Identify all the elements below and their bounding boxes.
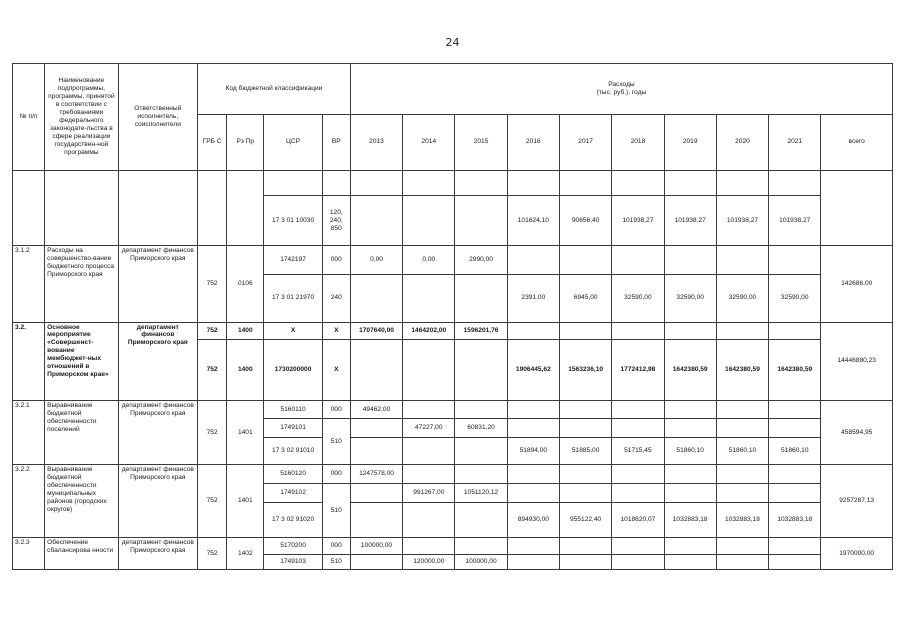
cell [716, 465, 768, 484]
cell [507, 554, 559, 569]
cont-2016: 101624,10 [507, 196, 559, 246]
value-2020: 51860,10 [716, 437, 768, 464]
cell [403, 339, 455, 400]
value-2020: 32590,00 [716, 274, 768, 322]
row-csr: 17 3 01 21970 [264, 274, 322, 322]
budget-table [12, 63, 893, 570]
header-year-2019: 2019 [664, 114, 716, 170]
cell [716, 419, 768, 437]
row-rzpr: 1400 [227, 339, 264, 400]
cell [507, 465, 559, 484]
cont-exec [118, 170, 197, 245]
cell [403, 274, 455, 322]
cell [403, 465, 455, 484]
cell [769, 322, 821, 339]
header-year-2017: 2017 [559, 114, 611, 170]
cell [612, 465, 664, 484]
row-grbs: 752 [198, 538, 227, 570]
cont-name [45, 170, 118, 245]
row-csr: 17 3 02 91010 [264, 437, 322, 464]
table-row [13, 170, 893, 195]
value-2021: 51860,10 [769, 437, 821, 464]
page-number: 24 [445, 36, 460, 49]
cell [350, 437, 402, 464]
table-row [13, 400, 893, 418]
row-grbs: 752 [198, 322, 227, 339]
cont-vr-blank [322, 170, 350, 195]
row-rzpr: 1401 [227, 465, 264, 538]
cell [612, 538, 664, 554]
row-name: Обеспечение сбалансирова нности [45, 538, 118, 570]
value-2014: 1464202,00 [403, 322, 455, 339]
row-vr: 000 [322, 400, 350, 418]
cell [350, 170, 402, 195]
value-2015: 100000,00 [455, 554, 507, 569]
value-2013: 100000,00 [350, 538, 402, 554]
row-vr: 000 [322, 538, 350, 554]
value-2020: 1642380,59 [716, 339, 768, 400]
cell [455, 170, 507, 195]
cell [403, 170, 455, 195]
cont-csr: 17 3 01 10030 [264, 196, 322, 246]
row-csr: 1749101 [264, 419, 322, 437]
value-2019: 32590,00 [664, 274, 716, 322]
header-expenses [350, 64, 892, 115]
value-2016: 2391,00 [507, 274, 559, 322]
cell [716, 400, 768, 418]
row-vr: 510 [322, 554, 350, 569]
header-grbs: ГРБ С [198, 114, 227, 170]
table-row [13, 465, 893, 484]
value-2019: 1032883,18 [664, 502, 716, 538]
header-name: Наименование подпрограммы, программы, принятой в соответствии с требованиями федерального законодате-льства в сфере реализации государствен-ной программы [45, 64, 118, 171]
cell [769, 538, 821, 554]
cell [769, 554, 821, 569]
cont-2021: 101938,27 [769, 196, 821, 246]
cell [664, 538, 716, 554]
value-2013: 1707640,00 [350, 322, 402, 339]
cell [559, 465, 611, 484]
row-csr: 5160120 [264, 465, 322, 484]
cell [350, 502, 402, 538]
cont-grbs [198, 170, 227, 245]
header-num: № п/п [13, 64, 45, 171]
cell [507, 400, 559, 418]
row-total: 458594,95 [821, 400, 893, 464]
row-csr: 17 3 02 91020 [264, 502, 322, 538]
cell [716, 484, 768, 502]
cell [350, 196, 402, 246]
row-csr: X [264, 322, 322, 339]
value-2016: 1906445,62 [507, 339, 559, 400]
header-year-2018: 2018 [612, 114, 664, 170]
row-rzpr: 1402 [227, 538, 264, 570]
cell [455, 339, 507, 400]
cell [664, 246, 716, 275]
row-name: Основное мероприятие «Совершенст-вование межбюджет-ных отношений в Приморском крае» [45, 322, 118, 400]
value-2016: 894930,00 [507, 502, 559, 538]
cell [612, 554, 664, 569]
cont-num [13, 170, 45, 245]
row-csr: 1742197 [264, 246, 322, 275]
cell [612, 484, 664, 502]
row-vr: X [322, 322, 350, 339]
header-expenses-unit: (тыс. руб.), годы [596, 88, 647, 96]
cell [455, 437, 507, 464]
cell [455, 274, 507, 322]
cell [664, 400, 716, 418]
row-csr: 5160110 [264, 400, 322, 418]
value-2015: 1051120,12 [455, 484, 507, 502]
header-total: всего [821, 114, 893, 170]
cell [664, 170, 716, 195]
row-num: 3.2.1 [13, 400, 45, 464]
cell [769, 246, 821, 275]
value-2016: 51894,00 [507, 437, 559, 464]
cont-rzpr [227, 170, 264, 245]
row-name: Выравнивание бюджетной обеспеченности муниципальных районов (городских округов) [45, 465, 118, 538]
cell [455, 400, 507, 418]
row-executor: департамент финансов Приморского края [118, 400, 197, 464]
header-vr: ВР [322, 114, 350, 170]
value-2014: 991267,00 [403, 484, 455, 502]
cont-2020: 101938,27 [716, 196, 768, 246]
row-vr: 000 [322, 465, 350, 484]
row-rzpr: 1401 [227, 400, 264, 464]
cont-2018: 101938,27 [612, 196, 664, 246]
cell [559, 419, 611, 437]
row-rzpr: 0106 [227, 246, 264, 322]
cell [507, 322, 559, 339]
value-2019: 51860,10 [664, 437, 716, 464]
row-grbs: 752 [198, 400, 227, 464]
row-total: 1970000,00 [821, 538, 893, 570]
cell [403, 437, 455, 464]
cell [455, 465, 507, 484]
cell [716, 322, 768, 339]
cell [350, 274, 402, 322]
cell [769, 170, 821, 195]
cell [769, 484, 821, 502]
cell [350, 419, 402, 437]
row-csr: 1749102 [264, 484, 322, 502]
value-2015: 2990,00 [455, 246, 507, 275]
header-year-2021: 2021 [769, 114, 821, 170]
cell [769, 465, 821, 484]
value-2015: 1596201,76 [455, 322, 507, 339]
value-2013: 49462,00 [350, 400, 402, 418]
cell [559, 484, 611, 502]
cell [507, 246, 559, 275]
row-num: 3.2.3 [13, 538, 45, 570]
header-row-top [13, 64, 893, 115]
row-csr: 1730200000 [264, 339, 322, 400]
value-2014: 0,00 [403, 246, 455, 275]
cell [716, 170, 768, 195]
row-vr: 000 [322, 246, 350, 275]
value-2018: 51715,45 [612, 437, 664, 464]
cell [559, 538, 611, 554]
header-year-2013: 2013 [350, 114, 402, 170]
row-total: 14446880,23 [821, 322, 893, 400]
cell [559, 554, 611, 569]
row-rzpr: 1400 [227, 322, 264, 339]
cell [612, 400, 664, 418]
row-vr: X [322, 339, 350, 400]
row-executor: департамент финансов Приморского края [118, 465, 197, 538]
value-2014: 47227,00 [403, 419, 455, 437]
row-num: 3.2. [13, 322, 45, 400]
row-grbs: 752 [198, 246, 227, 322]
value-2021: 1032883,18 [769, 502, 821, 538]
cell [664, 465, 716, 484]
value-2017: 51885,00 [559, 437, 611, 464]
cell [716, 554, 768, 569]
header-year-2014: 2014 [403, 114, 455, 170]
row-vr: 510 [322, 419, 350, 465]
cell [350, 554, 402, 569]
table-row [13, 322, 893, 339]
header-budget-code: Код бюджетной классификации [198, 64, 351, 115]
row-csr: 1749103 [264, 554, 322, 569]
value-2021: 32590,00 [769, 274, 821, 322]
header-year-2020: 2020 [716, 114, 768, 170]
cell [664, 484, 716, 502]
row-name: Расходы на совершенство-вание бюджетного процесса Приморского края [45, 246, 118, 322]
cell [403, 196, 455, 246]
cell [455, 196, 507, 246]
value-2017: 1563236,10 [559, 339, 611, 400]
row-vr: 240 [322, 274, 350, 322]
cell [612, 170, 664, 195]
value-2017: 6945,00 [559, 274, 611, 322]
value-2021: 1642380,59 [769, 339, 821, 400]
cell [507, 484, 559, 502]
cont-2019: 101938,27 [664, 196, 716, 246]
cont-vr: 120, 240, 850 [322, 196, 350, 246]
row-executor: департамент финансов Приморского края [118, 246, 197, 322]
cell [455, 538, 507, 554]
cell [350, 484, 402, 502]
cell [559, 322, 611, 339]
cell [612, 246, 664, 275]
cell [403, 502, 455, 538]
cell [612, 419, 664, 437]
value-2017: 955122,40 [559, 502, 611, 538]
table-row [13, 538, 893, 554]
row-num: 3.1.2 [13, 246, 45, 322]
cell [559, 170, 611, 195]
cell [664, 554, 716, 569]
header-year-2016: 2016 [507, 114, 559, 170]
row-executor: департамент финансов Приморского края [118, 538, 197, 570]
header-year-2015: 2015 [455, 114, 507, 170]
row-csr: 5170200 [264, 538, 322, 554]
cell [559, 246, 611, 275]
row-grbs: 752 [198, 465, 227, 538]
value-2015: 60831,20 [455, 419, 507, 437]
cell [350, 339, 402, 400]
value-2018: 1772412,98 [612, 339, 664, 400]
cell [507, 170, 559, 195]
cell [716, 246, 768, 275]
value-2018: 32590,00 [612, 274, 664, 322]
cell [612, 322, 664, 339]
value-2013: 0,00 [350, 246, 402, 275]
cell [769, 400, 821, 418]
row-vr: 510 [322, 484, 350, 538]
header-rzpr: Рз Пр [227, 114, 264, 170]
cell [559, 400, 611, 418]
header-csr: ЦСР [264, 114, 322, 170]
cell [664, 322, 716, 339]
value-2020: 1032883,18 [716, 502, 768, 538]
row-name: Выравнивание бюджетной обеспеченности поселений [45, 400, 118, 464]
value-2018: 1018620,07 [612, 502, 664, 538]
cont-total [821, 170, 893, 245]
header-executor: Ответственный исполнитель, соисполнители [118, 64, 197, 171]
cell [769, 419, 821, 437]
header-expenses-title: Расходы [608, 81, 635, 89]
row-num: 3.2.2 [13, 465, 45, 538]
table-row [13, 246, 893, 275]
cell [403, 538, 455, 554]
value-2013: 1247578,00 [350, 465, 402, 484]
cell [507, 538, 559, 554]
cell [664, 419, 716, 437]
value-2019: 1642380,59 [664, 339, 716, 400]
row-total: 142686,00 [821, 246, 893, 322]
cell [716, 538, 768, 554]
value-2014: 120000,00 [403, 554, 455, 569]
cell [403, 400, 455, 418]
row-grbs: 752 [198, 339, 227, 400]
cont-csr-blank [264, 170, 322, 195]
cell [455, 502, 507, 538]
cont-2017: 90656,40 [559, 196, 611, 246]
row-executor: департамент финансов Приморского края [118, 322, 197, 400]
row-total: 9257287,13 [821, 465, 893, 538]
cell [507, 419, 559, 437]
